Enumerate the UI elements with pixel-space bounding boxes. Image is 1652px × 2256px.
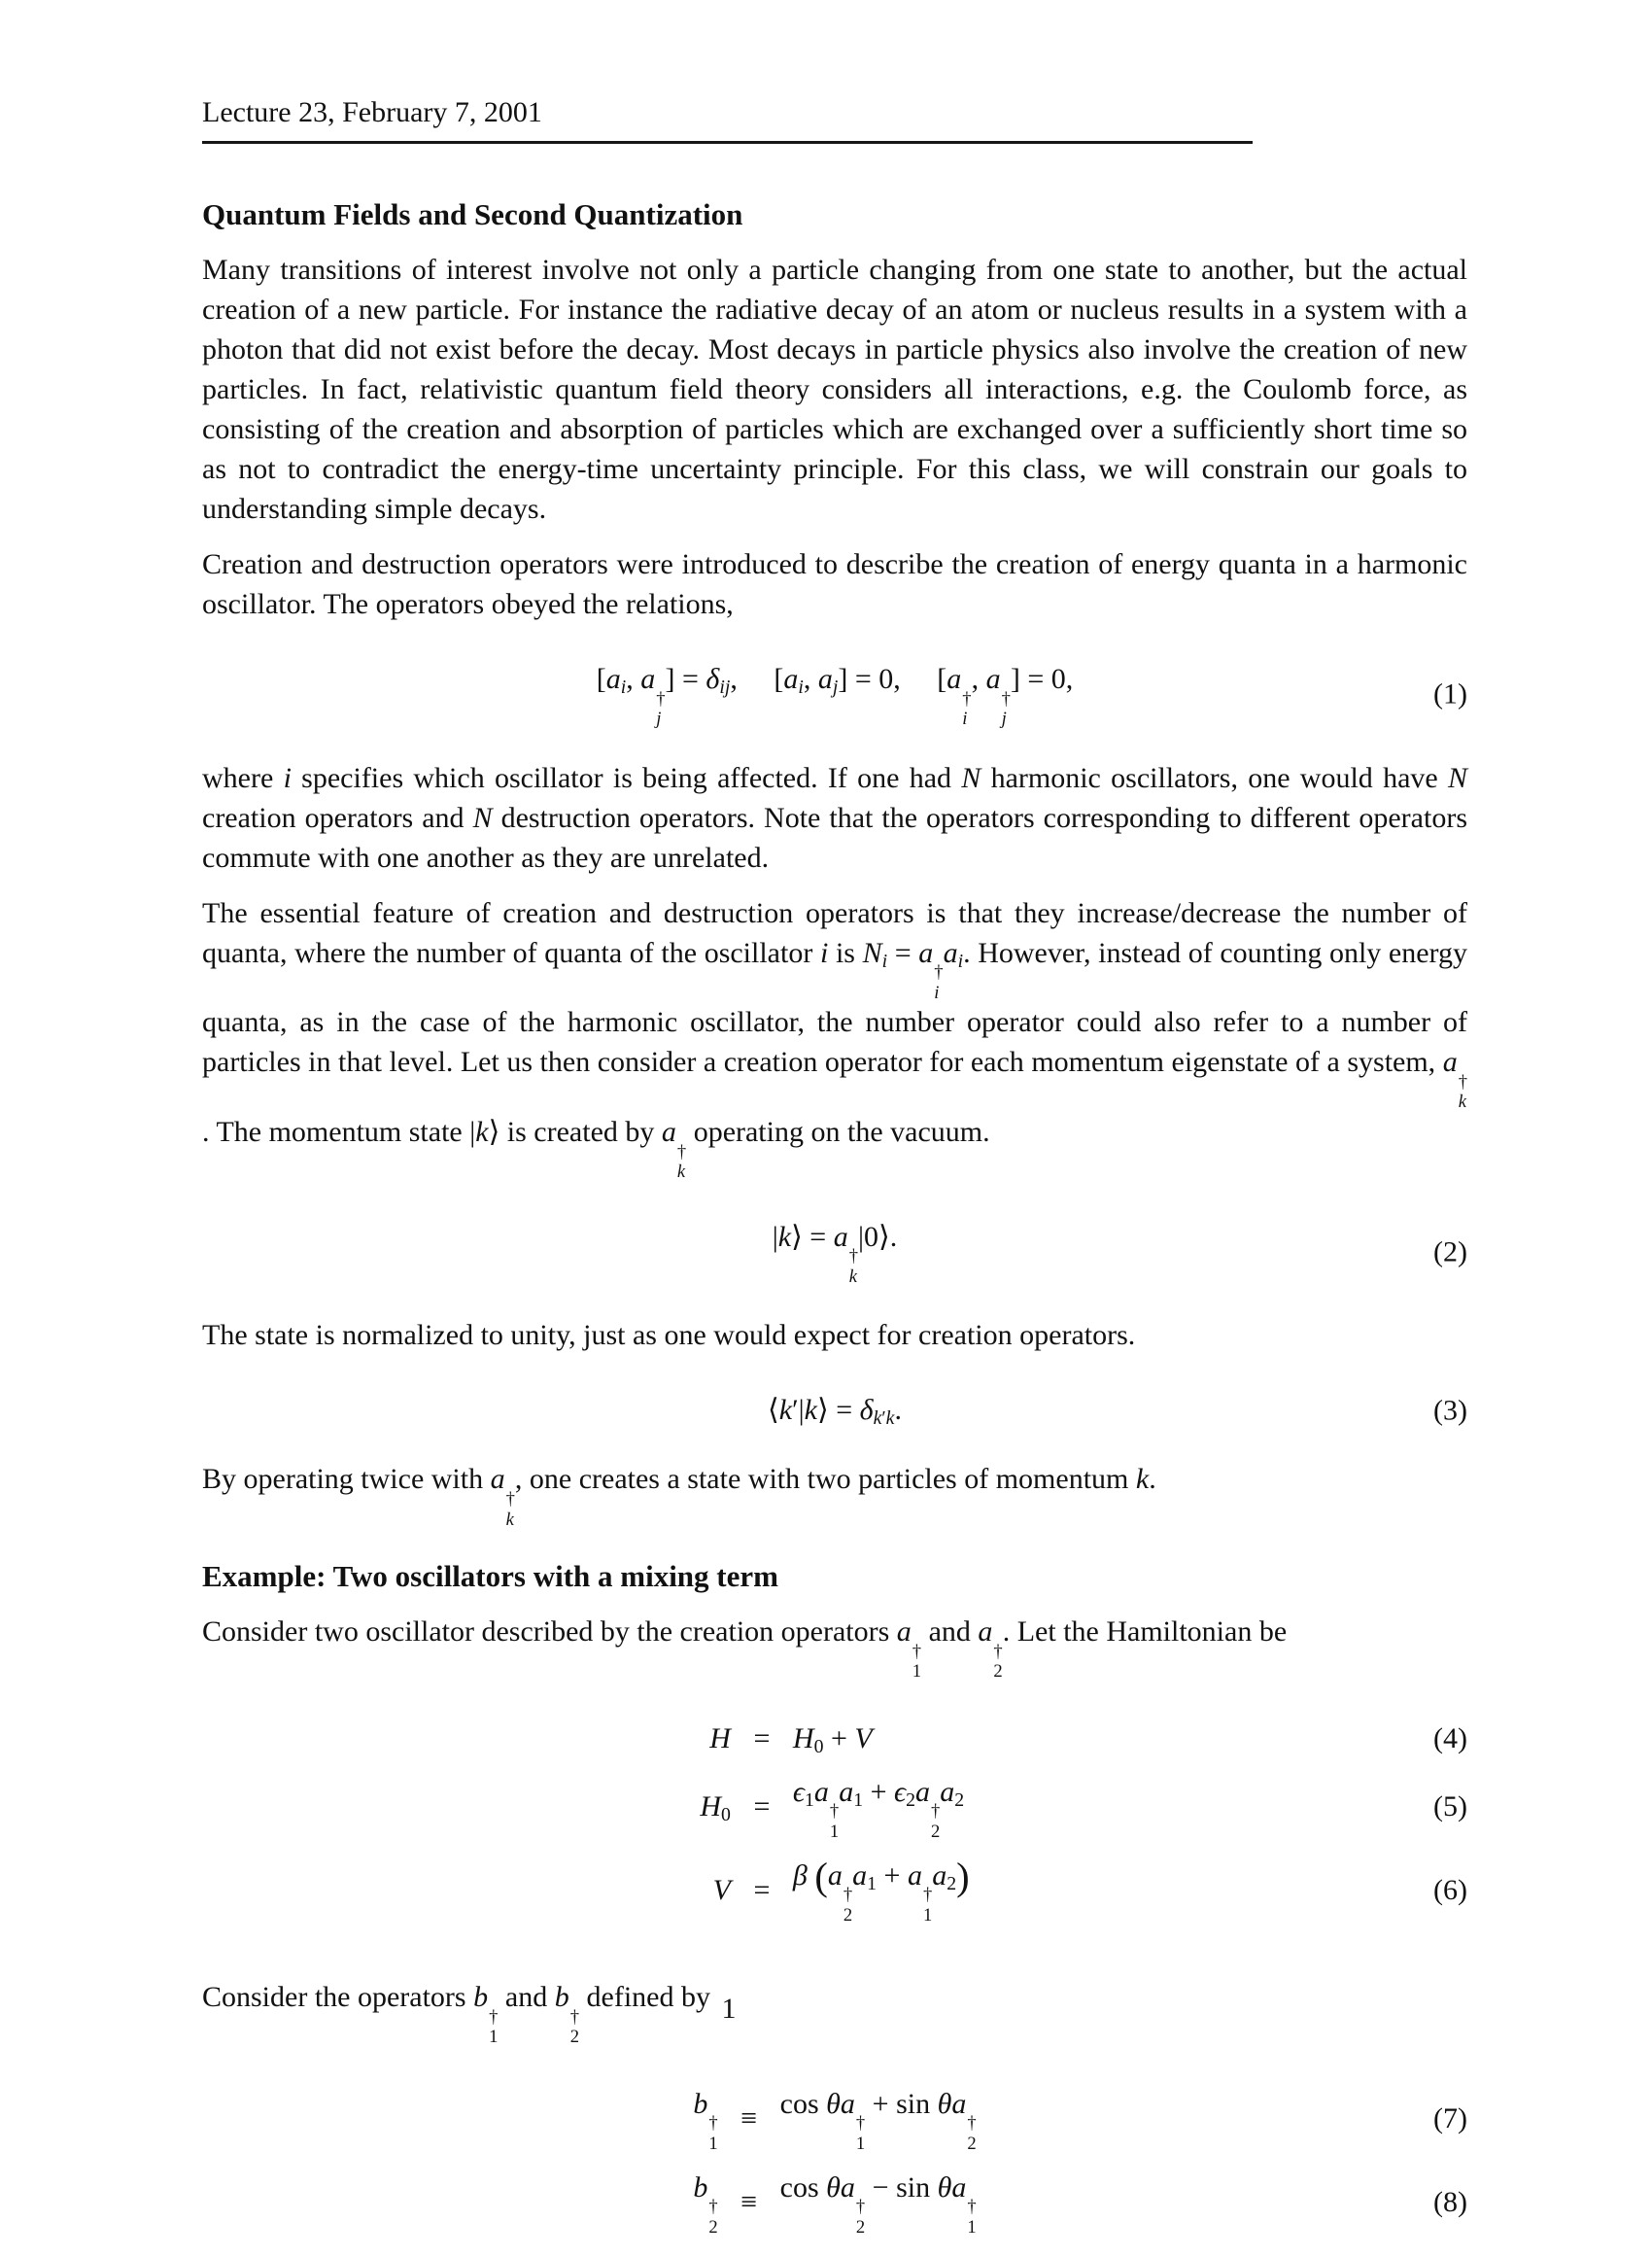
paragraph-intro: Many transitions of interest involve not only a particle changing from one state to another, but the actual creation of a new particle. For instance the radiative decay of an atom or nucleus results in a system with a photon that did not exist before the decay. Most decays in particle physics also involve the creation of new particles. In fact, relativistic quantum field theory considers all interactions, e.g. the Coulomb force, as consisting of the creation and absorption of particles which are exchanged over a sufficiently short time so as not to contradict the energy-time uncertainty principle. For this class, we will constrain our goals to understanding simple decays. [202,254,1467,525]
section-heading-example: Example: Two oscillators with a mixing term [202,1559,778,1594]
lecture-date-heading: Lecture 23, February 7, 2001 [202,96,542,128]
equation-group-b-operators [202,2084,1467,2237]
equation-6-rhs: β (a † 2 $a_1 + a$ † 1 $a_2$) [792,1854,970,1926]
equation-5-rhs: $\epsilon_1a$ † 1 $a_1 + \epsilon_2a$ † 2 $a_2$ [792,1775,965,1842]
equation-7-number: (7) [1433,2102,1467,2135]
section-heading-quantum-fields: Quantum Fields and Second Quantization [202,197,743,231]
equation-8-relation: ≡ [740,2185,758,2218]
equation-1-formula: [$a_i$, a † j ] = $\delta_{ij}$, [$a_i$, $a_j] = 0$, [a † i , a † j ] = 0, [596,663,1074,730]
paragraph-where: where i specifies which oscillator is being affected. If one had N harmonic oscillators, one would have N creation operators and N destruction operators. Note that the operators corresponding to different operators commute with one another as they are unrelated. [202,761,1467,874]
equation-3-number: (3) [1433,1394,1467,1427]
equation-6-number: (6) [1433,1873,1467,1906]
running-header [202,95,1467,144]
equation-group-hamiltonian [202,1718,1467,1925]
equation-7-lhs: b † 1 [693,2087,718,2154]
equation-6-lhs: V [712,1873,731,1906]
paragraph-creation-operators: Creation and destruction operators were introduced to describe the creation of energy quanta in a harmonic oscillator. The operators obeyed the relations, [202,548,1467,620]
equation-1 [202,659,1467,729]
equation-2-number: (2) [1433,1235,1467,1268]
header-rule [202,141,1253,144]
equation-3 [202,1390,1467,1430]
equation-5-lhs: $H_0$ [700,1790,731,1826]
paragraph-normalized: The state is normalized to unity, just as one would expect for creation operators. [202,1319,1136,1352]
paragraph-consider-oscillators: Consider two oscillator described by the creation operators a † 1 and a † 2 . Let the Hamiltonian be [202,1615,1288,1683]
equation-2 [202,1217,1467,1287]
page-content [202,95,1467,2256]
equation-7-relation: ≡ [740,2102,758,2135]
equation-5-relation: = [753,1790,771,1823]
equation-8-rhs: cos θa † 2 − sin θa † 1 [779,2170,977,2238]
equation-7-rhs: cos θa † 1 + sin θa † 2 [779,2087,977,2154]
equation-3-formula: ⟨k′|k⟩ = $\delta_{k'k}$. [768,1394,902,1430]
equation-6-relation: = [753,1873,771,1906]
paragraph-operating-twice: By operating twice with a † k , one creates a state with two particles of momentum k. [202,1463,1156,1530]
equation-1-number: (1) [1433,677,1467,711]
equation-4-lhs: H [709,1721,731,1754]
equation-4-relation: = [753,1721,771,1754]
paragraph-essential-feature: The essential feature of creation and destruction operators is that they increase/decrease the number of quanta, where the number of quanta of the oscillator i is $N_i = a$ † i $a_i$. However, instead of counting only energy quanta, as in the case of the harmonic oscillator, the number operator could also refer to a number of particles in that level. Let us then consider a creation operator for each momentum eigenstate of a system, a † k . The momentum state |k⟩ is created by a † k operating on the vacuum. [202,896,1467,1183]
equation-8-lhs: b † 2 [693,2170,718,2238]
page-number: 1 [721,1993,737,2025]
equation-4-rhs: $H_0 + V$ [792,1721,873,1757]
equation-8-number: (8) [1433,2185,1467,2218]
equation-4-number: (4) [1433,1721,1467,1754]
equation-5-number: (5) [1433,1790,1467,1823]
equation-2-formula: |k⟩ = a † k |0⟩. [772,1220,898,1287]
paragraph-define-b-operators: Consider the operators b † 1 and b † 2 defined by [202,1981,710,2048]
